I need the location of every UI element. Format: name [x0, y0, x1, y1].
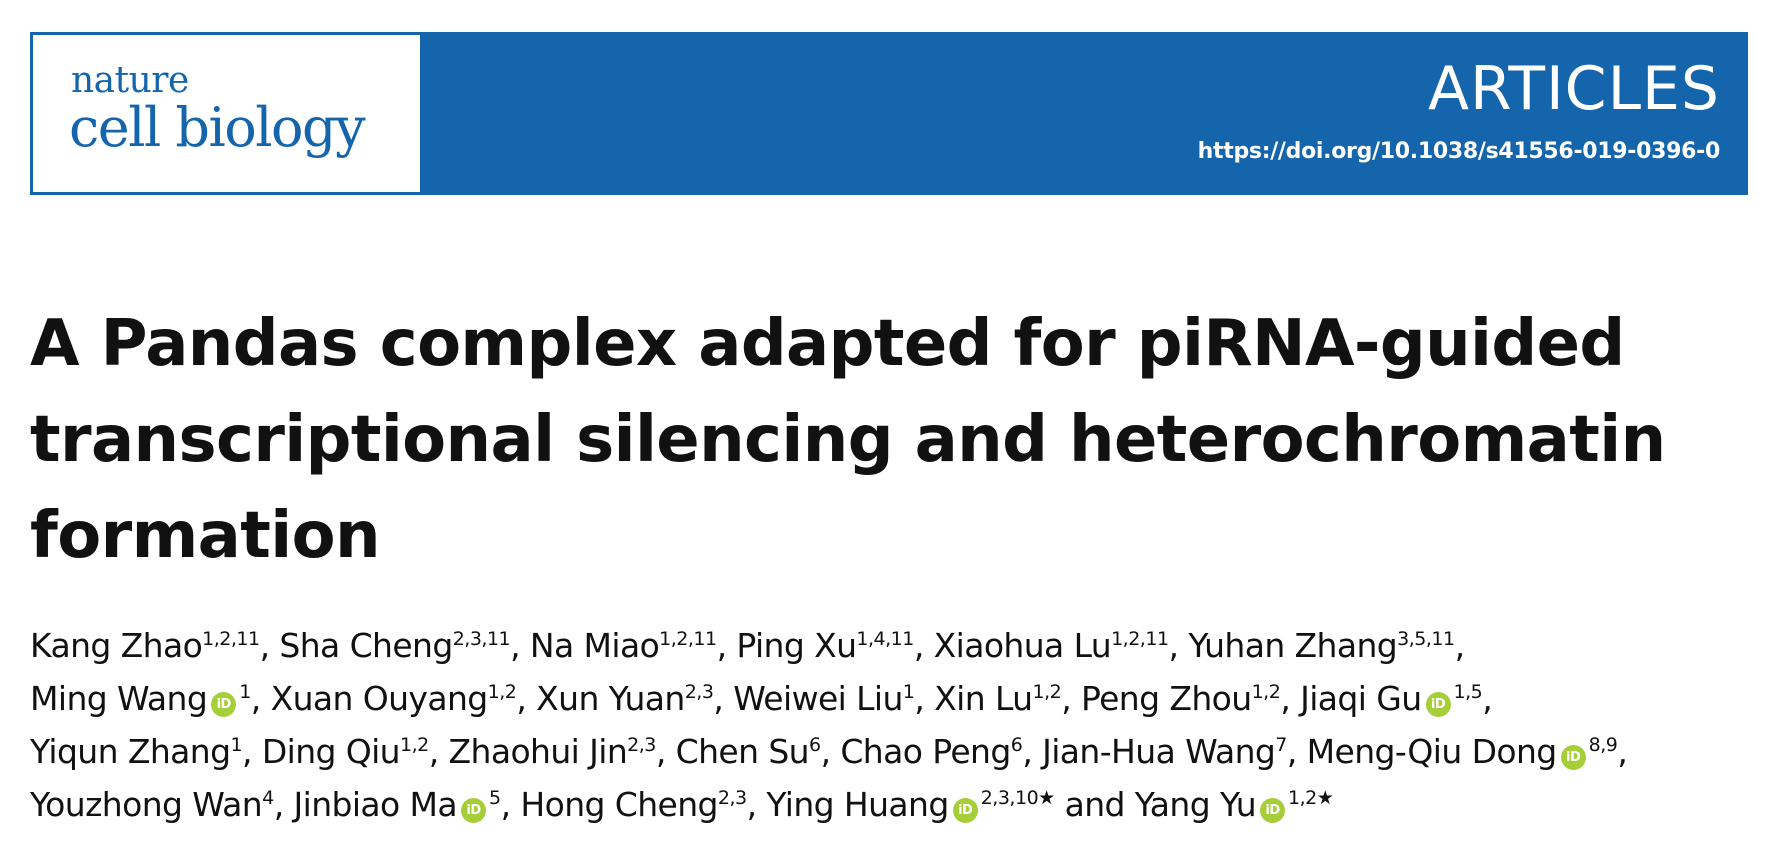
- author-name[interactable]: Weiwei Liu: [733, 679, 903, 718]
- author-separator: ,: [746, 785, 767, 824]
- author-separator: ,: [516, 679, 537, 718]
- affiliation-marker: 1,2: [1251, 681, 1281, 703]
- author-name[interactable]: Ming Wang: [30, 679, 208, 718]
- author-separator: ,: [713, 679, 734, 718]
- affiliation-marker: 2,3: [627, 734, 656, 756]
- affiliation-marker: 4: [262, 787, 274, 809]
- author-separator: ,: [1280, 679, 1301, 718]
- author-separator: ,: [1454, 626, 1465, 665]
- author-separator: ,: [913, 626, 934, 665]
- affiliation-marker: 8,9: [1588, 734, 1618, 756]
- author-name[interactable]: Youzhong Wan: [30, 785, 263, 824]
- author-name[interactable]: Xin Lu: [934, 679, 1033, 718]
- author-line: [30, 619, 1760, 672]
- section-label: ARTICLES: [1427, 54, 1720, 124]
- affiliation-marker: 1,2,11: [659, 628, 717, 650]
- doi-link[interactable]: https://doi.org/10.1038/s41556-019-0396-0: [1197, 139, 1720, 164]
- affiliation-marker: 7: [1275, 734, 1287, 756]
- affiliation-marker: 1,5: [1453, 681, 1483, 703]
- article-title: A Pandas complex adapted for piRNA-guided transcriptional silencing and heterochromatin formation: [30, 307, 1666, 573]
- author-name[interactable]: Jian-Hua Wang: [1042, 732, 1276, 771]
- author-separator: ,: [259, 626, 280, 665]
- affiliation-marker: 1: [239, 681, 251, 703]
- affiliation-marker: 6: [808, 734, 821, 756]
- affiliation-marker: 3,5,11: [1397, 628, 1455, 650]
- author-separator: ,: [914, 679, 935, 718]
- author-name[interactable]: Na Miao: [529, 626, 660, 665]
- author-separator: ,: [655, 732, 676, 771]
- author-separator: ,: [1617, 732, 1628, 771]
- author-separator: ,: [428, 732, 449, 771]
- logo-text-cell-biology: cell biology: [69, 96, 365, 159]
- author-separator: ,: [250, 679, 271, 718]
- author-name[interactable]: Chen Su: [675, 732, 809, 771]
- author-name[interactable]: Yiqun Zhang: [30, 732, 231, 771]
- author-name[interactable]: Xiaohua Lu: [933, 626, 1112, 665]
- author-separator: ,: [1482, 679, 1493, 718]
- author-separator: and: [1054, 785, 1135, 824]
- author-separator: ,: [820, 732, 841, 771]
- affiliation-marker: 2,3,10★: [980, 787, 1055, 809]
- author-separator: ,: [716, 626, 737, 665]
- affiliation-marker: 1,2: [1032, 681, 1062, 703]
- affiliation-marker: 1,2: [487, 681, 517, 703]
- author-separator: ,: [273, 785, 294, 824]
- affiliation-marker: 1,2: [400, 734, 429, 756]
- affiliation-marker: 1,2,11: [202, 628, 260, 650]
- author-separator: ,: [1168, 626, 1189, 665]
- author-separator: ,: [242, 732, 262, 771]
- author-name[interactable]: Kang Zhao: [30, 626, 203, 665]
- affiliation-marker: 5: [489, 787, 501, 809]
- author-name[interactable]: Zhaohui Jin: [448, 732, 628, 771]
- author-separator: ,: [510, 626, 530, 665]
- affiliation-marker: 2,3,11: [452, 628, 511, 650]
- orcid-icon[interactable]: iD: [1426, 692, 1451, 717]
- author-name[interactable]: Jiaqi Gu: [1300, 679, 1422, 718]
- affiliation-marker: 1: [230, 734, 243, 756]
- author-name[interactable]: Sha Cheng: [279, 626, 453, 665]
- orcid-icon[interactable]: iD: [1260, 798, 1285, 823]
- author-line: [30, 778, 1760, 831]
- author-line: [30, 725, 1760, 778]
- author-name[interactable]: Ping Xu: [736, 626, 857, 665]
- journal-logo[interactable]: [33, 35, 420, 192]
- author-name[interactable]: Ding Qiu: [261, 732, 401, 771]
- author-separator: ,: [1061, 679, 1081, 718]
- affiliation-marker: 1: [902, 681, 915, 703]
- author-name[interactable]: Xun Yuan: [536, 679, 685, 718]
- affiliation-marker: 1,2,11: [1111, 628, 1169, 650]
- author-name[interactable]: Meng-Qiu Dong: [1306, 732, 1557, 771]
- affiliation-marker: 1,2★: [1288, 787, 1334, 809]
- author-name[interactable]: Xuan Ouyang: [270, 679, 488, 718]
- author-list: [30, 619, 1760, 831]
- affiliation-marker: 6: [1010, 734, 1023, 756]
- author-separator: ,: [1022, 732, 1043, 771]
- author-name[interactable]: Yang Yu: [1134, 785, 1257, 824]
- logo-text-nature: nature: [71, 60, 189, 101]
- journal-banner: [30, 32, 1748, 195]
- author-name[interactable]: Yuhan Zhang: [1188, 626, 1398, 665]
- author-name[interactable]: Peng Zhou: [1080, 679, 1252, 718]
- affiliation-marker: 1,4,11: [856, 628, 914, 650]
- author-separator: ,: [500, 785, 521, 824]
- orcid-icon[interactable]: iD: [461, 798, 486, 823]
- orcid-icon[interactable]: iD: [211, 692, 236, 717]
- orcid-icon[interactable]: iD: [953, 798, 978, 823]
- author-name[interactable]: Chao Peng: [840, 732, 1011, 771]
- orcid-icon[interactable]: iD: [1561, 745, 1586, 770]
- author-name[interactable]: Hong Cheng: [520, 785, 718, 824]
- affiliation-marker: 2,3: [684, 681, 714, 703]
- author-name[interactable]: Ying Huang: [766, 785, 949, 824]
- author-line: [30, 672, 1760, 725]
- author-separator: ,: [1286, 732, 1307, 771]
- author-name[interactable]: Jinbiao Ma: [293, 785, 458, 824]
- affiliation-marker: 2,3: [717, 787, 747, 809]
